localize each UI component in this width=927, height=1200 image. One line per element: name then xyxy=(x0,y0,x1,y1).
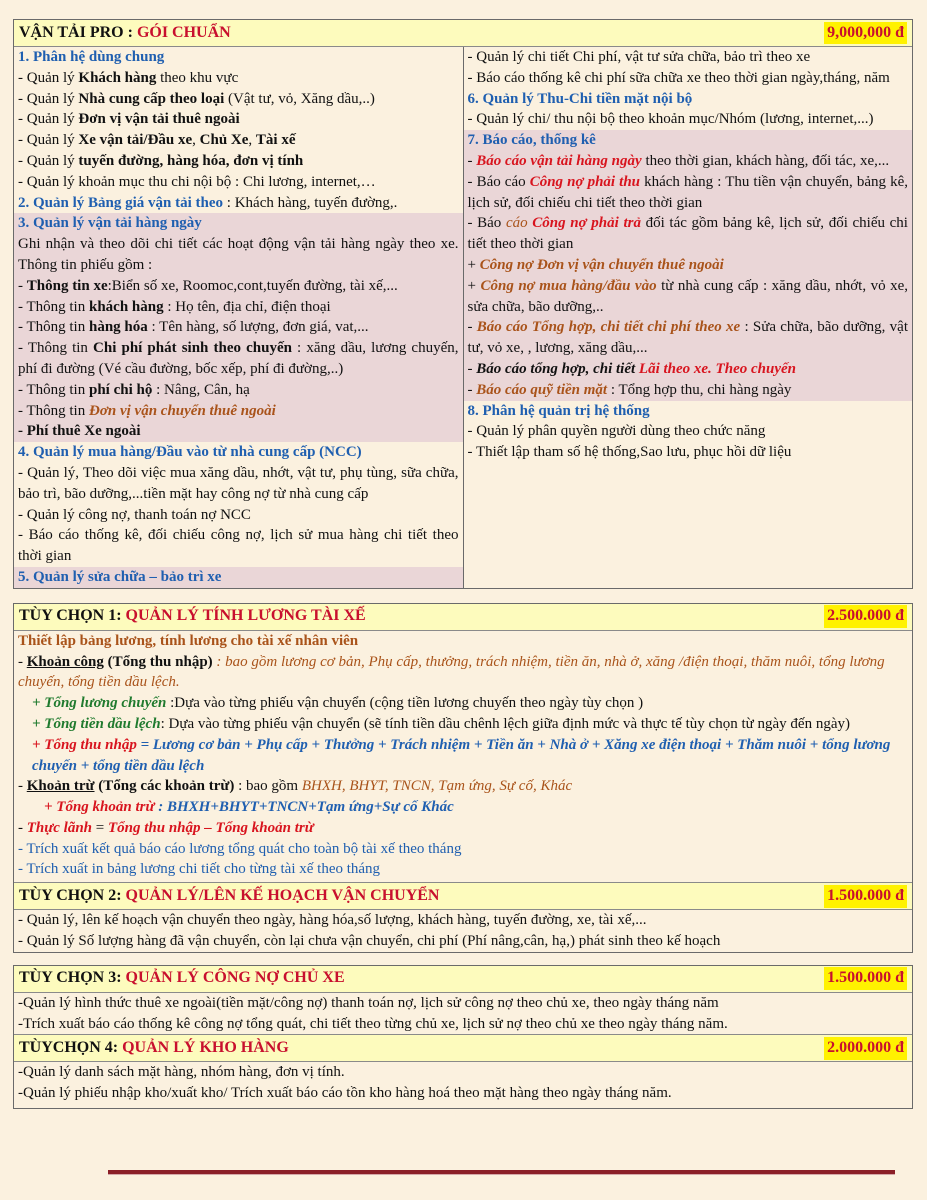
text-line xyxy=(14,109,463,130)
text-line xyxy=(14,172,463,193)
text-run: + xyxy=(467,256,480,273)
text-line xyxy=(14,297,463,318)
text-line xyxy=(14,525,463,567)
text-run: - Quản lý xyxy=(18,111,79,128)
text-run: Khách hàng xyxy=(78,69,157,86)
text-line xyxy=(464,421,913,442)
text-run: = Lương cơ bản + Phụ cấp + Thưởng + Trách nhiệm + Tiền ăn + Nhà ở + Xăng xe điện thoại + Thăm nuôi + tổng lương chuyến + tổng tiền dầu lệch xyxy=(32,736,891,774)
text-line xyxy=(14,68,463,89)
text-run: : Khách hàng, tuyến đường,. xyxy=(223,194,398,211)
text-line xyxy=(14,1014,912,1035)
text-run: - Quản lý xyxy=(18,90,79,107)
text-run: Lãi theo xe. Theo chuyến xyxy=(638,360,796,377)
text-line xyxy=(14,276,463,297)
option-2-content xyxy=(14,910,912,952)
text-run: - xyxy=(18,653,27,670)
text-line xyxy=(464,213,913,255)
main-package-price: 9,000,000 đ xyxy=(824,22,907,45)
option-3-header xyxy=(14,966,912,993)
section-heading: 8. Phân hệ quản trị hệ thống xyxy=(467,402,650,419)
text-run: - xyxy=(18,819,27,836)
text-run: : Tên hàng, số lượng, đơn giá, vat,... xyxy=(147,319,369,336)
text-run: Xe vận tải/Đầu xe xyxy=(78,132,193,149)
text-run: - xyxy=(467,381,477,398)
text-run: Tài xế xyxy=(255,132,296,149)
text-run: , xyxy=(248,132,256,149)
text-run: - xyxy=(18,778,27,795)
option-3-title: TÙY CHỌN 3: QUẢN LÝ CÔNG NỢ CHỦ XE xyxy=(19,969,345,987)
text-line xyxy=(14,380,463,401)
text-line xyxy=(14,463,463,505)
text-run: : bao gồm xyxy=(212,653,281,670)
text-run: - Quản lý xyxy=(18,132,79,149)
option-3-content xyxy=(14,993,912,1035)
text-run: , xyxy=(192,132,200,149)
text-line xyxy=(14,1083,912,1104)
text-line xyxy=(14,839,912,860)
text-line xyxy=(14,910,912,931)
option-2-title: TÙY CHỌN 2: QUẢN LÝ/LÊN KẾ HOẠCH VẬN CHUYỂN xyxy=(19,886,440,904)
text-run: + Tổng thu nhập xyxy=(32,736,137,753)
text-line xyxy=(14,151,463,172)
text-run: + Tổng khoản trừ xyxy=(44,799,155,816)
text-run: Đơn vị vận chuyển thuê ngoài xyxy=(88,402,276,419)
text-line xyxy=(464,172,913,214)
text-run: - Báo cáo thống kê, đối chiếu công nợ, lịch sử mua hàng chi tiết theo thời gian xyxy=(18,527,459,565)
text-run: từ nhà cung cấp : xăng dầu, nhớt, vỏ xe, sửa chữa, bão dưỡng,.. xyxy=(467,277,908,315)
text-run: Khoản trừ xyxy=(26,778,95,795)
main-right-column xyxy=(464,47,913,588)
text-line xyxy=(14,776,912,797)
text-line xyxy=(14,652,912,694)
text-line xyxy=(464,47,913,68)
text-run: - Thiết lập tham số hệ thống,Sao lưu, phục hồi dữ liệu xyxy=(467,444,792,461)
text-line xyxy=(14,234,463,276)
text-line xyxy=(464,317,913,359)
text-run: Thực lãnh xyxy=(26,819,93,836)
text-line xyxy=(14,1062,912,1083)
text-run: Báo cáo Tổng hợp, chi tiết chi phí theo xe xyxy=(476,319,741,336)
text-line xyxy=(464,255,913,276)
text-run: Công nợ phải trả xyxy=(532,215,641,232)
text-run: Đơn vị vận tải thuê ngoài xyxy=(78,111,240,128)
text-line xyxy=(14,859,912,880)
text-run: : Dựa vào từng phiếu vận chuyển (sẽ tính tiền dầu chênh lệch giữa định mức và thực tế tùy chọn từ ngày đến ngày) xyxy=(160,715,850,732)
text-run: khách hàng xyxy=(88,298,164,315)
text-line xyxy=(14,735,912,777)
text-line xyxy=(14,631,912,652)
text-run: -Trích xuất báo cáo thống kê công nợ tổng quát, chi tiết theo từng chủ xe, lịch sử nợ theo chủ xe theo ngày tháng năm. xyxy=(18,1015,728,1032)
text-run: : BHXH+BHYT+TNCN+Tạm ứng+Sự cố Khác xyxy=(154,799,454,816)
text-run: - Báo cáo xyxy=(467,173,530,190)
text-line xyxy=(14,338,463,380)
text-run: - xyxy=(467,152,477,169)
text-run: Nhà cung cấp theo loại xyxy=(78,90,225,107)
text-line xyxy=(464,151,913,172)
text-run: = xyxy=(92,819,108,836)
text-line xyxy=(14,89,463,110)
option-1-2-box xyxy=(13,603,913,953)
text-run: - Quản lý, Theo dõi việc mua xăng dầu, nhớt, vật tư, phụ tùng, sữa chữa, bảo trì, bão dưỡng,...tiền mặt hay công nợ từ nhà cung cấp xyxy=(18,464,459,502)
text-run: Tổng thu nhập – Tổng khoản trừ xyxy=(107,819,314,836)
text-run: : Tổng hợp thu, chi hàng ngày xyxy=(607,381,792,398)
text-run: - Báo xyxy=(467,215,506,232)
option-1-title: TÙY CHỌN 1: QUẢN LÝ TÍNH LƯƠNG TÀI XẾ xyxy=(19,607,366,625)
text-run: Báo cáo quỹ tiền mặt xyxy=(476,381,608,398)
text-run: Thông tin xe xyxy=(26,277,108,294)
option-1-price: 2.500.000 đ xyxy=(824,605,907,628)
main-package-title: VẬN TẢI PRO : GÓI CHUẨN xyxy=(19,23,231,41)
text-run: Báo cáo vận tải hàng ngày xyxy=(476,152,642,169)
text-run: + xyxy=(467,277,481,294)
text-line xyxy=(464,442,913,463)
text-run: Công nợ mua hàng/đầu vào xyxy=(480,277,657,294)
text-line xyxy=(464,380,913,401)
text-line xyxy=(14,401,463,422)
text-run: - xyxy=(467,360,477,377)
text-run: Ghi nhận và theo dõi chi tiết các hoạt động vận tải hàng ngày theo xe. Thông tin phiếu gồm : xyxy=(18,236,459,273)
text-run: - Thông tin xyxy=(18,298,89,315)
text-run: (Vật tư, vỏ, Xăng dầu,..) xyxy=(224,90,375,107)
text-line xyxy=(14,421,463,442)
option-2-price: 1.500.000 đ xyxy=(824,885,907,908)
text-line xyxy=(14,693,912,714)
text-line xyxy=(14,317,463,338)
text-run: - Quản lý khoản mục thu chi nội bộ : Chi lương, internet,… xyxy=(18,173,376,190)
text-run: : xăng dầu, lương chuyến, phí đi đường (Vé cầu đường, bốc xếp, phí đi đường,..) xyxy=(18,340,459,377)
footer-divider xyxy=(108,1170,895,1175)
text-run: Khoản công xyxy=(26,653,104,670)
text-run: : Nâng, Cân, hạ xyxy=(152,381,250,398)
text-run: + Tổng tiền dầu lệch xyxy=(32,715,161,732)
text-run: phí chi hộ xyxy=(88,381,153,398)
option-4-content xyxy=(14,1062,912,1104)
option-4-title: TÙYCHỌN 4: QUẢN LÝ KHO HÀNG xyxy=(19,1039,289,1057)
text-line xyxy=(464,276,913,318)
text-run: lương cơ bản, Phụ cấp, thưởng, trách nhiệm, tiền ăn, nhà ở, xăng /điện thoại, thăm nuôi, tổng lương chuyến, tổng tiền dầu lệch. xyxy=(18,653,885,691)
text-run: -Quản lý hình thức thuê xe ngoài(tiền mặt/công nợ) thanh toán nợ, lịch sử công nợ theo chủ xe, theo ngày tháng năm xyxy=(18,994,719,1011)
text-run: - Quản lý phân quyền người dùng theo chức năng xyxy=(467,423,766,440)
text-line xyxy=(464,68,913,89)
text-run: cáo xyxy=(505,215,533,232)
text-run: - xyxy=(467,319,477,336)
text-line xyxy=(14,797,912,818)
text-run: : Họ tên, địa chỉ, điện thoại xyxy=(163,298,331,315)
text-run: - Quản lý chi tiết Chi phí, vật tư sửa chữa, bảo trì theo xe xyxy=(467,49,811,65)
option-1-header xyxy=(14,604,912,631)
text-run: hàng hóa xyxy=(88,319,148,336)
text-run: - Trích xuất kết quả báo cáo lương tổng quát cho toàn bộ tài xế theo tháng xyxy=(18,840,462,857)
text-run: - Phí thuê Xe ngoài xyxy=(18,423,141,440)
section-heading: 5. Quản lý sửa chữa – bảo trì xe xyxy=(14,567,463,588)
text-line xyxy=(14,505,463,526)
text-line xyxy=(464,359,913,380)
option-3-4-box xyxy=(13,965,913,1109)
option-4-header xyxy=(14,1034,912,1062)
text-run: - Trích xuất in bảng lương chi tiết cho từng tài xế theo tháng xyxy=(18,861,381,878)
option-2-header xyxy=(14,882,912,910)
text-line xyxy=(14,931,912,952)
text-run: - Báo cáo thống kê chi phí sữa chữa xe theo thời gian ngày,tháng, năm xyxy=(467,69,890,86)
section-heading: 6. Quản lý Thu-Chi tiền mặt nội bộ xyxy=(467,90,693,107)
text-line xyxy=(464,109,913,130)
text-line xyxy=(14,714,912,735)
text-run: :Dựa vào từng phiếu vận chuyển (cộng tiền lương chuyến theo ngày tùy chọn ) xyxy=(166,695,644,712)
text-run: -Quản lý phiếu nhập kho/xuất kho/ Trích xuất báo cáo tồn kho hàng hoá theo mặt hàng theo ngày tháng năm. xyxy=(18,1085,672,1102)
text-line xyxy=(14,993,912,1014)
text-run: - Thông tin xyxy=(18,402,89,419)
text-run: : Sửa chữa, bão dưỡng, vật tư, vỏ xe, , lương, xăng dầu,... xyxy=(467,319,908,357)
text-run: - Quản lý công nợ, thanh toán nợ NCC xyxy=(18,506,251,523)
section-heading: 1. Phân hệ dùng chung xyxy=(18,49,165,65)
section-heading: 7. Báo cáo, thống kê xyxy=(464,130,913,151)
text-run: Chủ Xe xyxy=(199,132,249,149)
text-run: + Tổng lương chuyến xyxy=(32,695,167,712)
main-left-column xyxy=(14,47,464,588)
text-run: theo thời gian, khách hàng, đối tác, xe,... xyxy=(641,152,890,169)
text-run: Báo cáo tổng hợp, chi tiết xyxy=(476,360,639,377)
text-run: - Quản lý chi/ thu nội bộ theo khoản mục/Nhóm (lương, internet,...) xyxy=(467,111,874,128)
text-run: BHXH, BHYT, TNCN, Tạm ứng, Sự cố, Khác xyxy=(301,778,573,795)
text-run: 2. Quản lý Bảng giá vận tải theo xyxy=(18,194,224,211)
text-line xyxy=(14,818,912,839)
text-run: đối tác gồm bảng kê, lịch sử, đối chiếu chi tiết theo thời gian xyxy=(467,215,908,253)
text-run: theo khu vực xyxy=(156,69,239,86)
section-heading: 4. Quản lý mua hàng/Đầu vào từ nhà cung cấp (NCC) xyxy=(18,444,362,461)
text-run: Chi phí phát sinh theo chuyến xyxy=(93,340,292,357)
text-run: (Tổng các khoản trừ) xyxy=(94,778,235,795)
main-package-box xyxy=(13,19,913,589)
text-run: - Thông tin xyxy=(18,319,89,336)
text-run: - Quản lý xyxy=(18,69,79,86)
text-line xyxy=(14,130,463,151)
text-run: :Biển số xe, Roomoc,cont,tuyến đường, tài xế,... xyxy=(107,277,398,294)
option-1-content xyxy=(14,631,912,881)
text-run: Công nợ Đơn vị vận chuyển thuê ngoài xyxy=(479,256,724,273)
main-package-columns xyxy=(14,47,912,588)
text-run: - Quản lý, lên kế hoạch vận chuyển theo ngày, hàng hóa,số lượng, khách hàng, tuyến đường, xe, tài xế,... xyxy=(18,912,647,929)
text-run: Công nợ phải thu xyxy=(529,173,641,190)
text-run: - Thông tin xyxy=(18,381,89,398)
text-run: - xyxy=(18,277,27,294)
text-run: tuyến đường, hàng hóa, đơn vị tính xyxy=(78,152,304,169)
text-run: khách hàng : Thu tiền vận chuyển, bảng kê, lịch sử, đối chiếu chi tiết theo thời gian xyxy=(467,173,908,211)
option-4-price: 2.000.000 đ xyxy=(824,1037,907,1060)
text-run: -Quản lý danh sách mặt hàng, nhóm hàng, đơn vị tính. xyxy=(18,1064,345,1081)
section-heading: 3. Quản lý vận tải hàng ngày xyxy=(14,213,463,234)
text-line xyxy=(14,193,463,214)
option-3-price: 1.500.000 đ xyxy=(824,967,907,990)
text-run: (Tổng thu nhập) xyxy=(103,653,213,670)
text-run: - Quản lý Số lượng hàng đã vận chuyển, còn lại chưa vận chuyển, chi phí (Phí nâng,cân, hạ,) phát sinh theo kế hoạch xyxy=(18,933,721,950)
main-package-header xyxy=(14,20,912,47)
text-run: Thiết lập bảng lương, tính lương cho tài xế nhân viên xyxy=(18,632,359,649)
text-run: - Thông tin xyxy=(18,340,94,357)
text-run: - Quản lý xyxy=(18,152,79,169)
text-run: : bao gồm xyxy=(234,778,302,795)
